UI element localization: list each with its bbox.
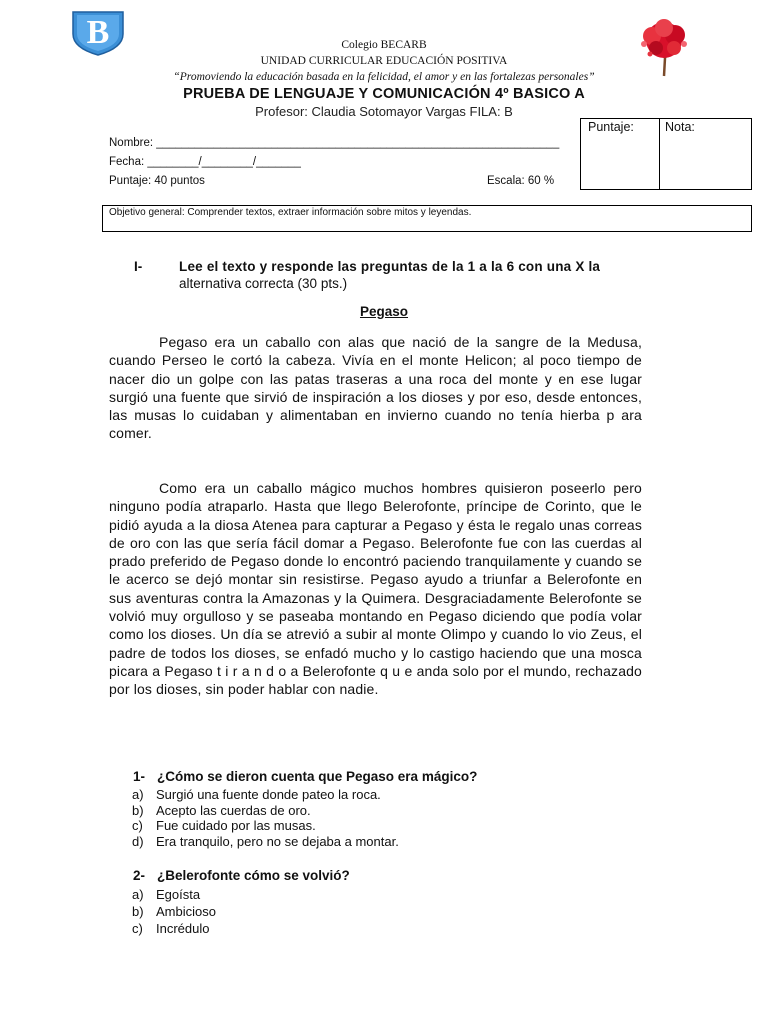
option-d[interactable]: d) Era tranquilo, pero no se dejaba a montar. (132, 833, 399, 849)
question-1-number: 1- (133, 769, 146, 784)
section-instruction: Lee el texto y responde las preguntas de la 1 a la 6 con una X la (179, 259, 601, 274)
grade-box-label: Nota: (665, 120, 695, 134)
section-instruction-cont: alternativa correcta (30 pts.) (179, 276, 348, 291)
score-box[interactable] (580, 118, 660, 190)
reading-paragraph-1 (109, 333, 642, 443)
date-field[interactable]: Fecha: ________/________/_______ (109, 156, 301, 168)
option-b[interactable]: b) Acepto las cuerdas de oro. (132, 802, 311, 818)
paragraph-text: Como era un caballo mágico muchos hombres quisieron poseerlo pero ninguno podía atraparlo. Hasta que llego Belerofonte, príncipe de Corinto, que le pidió ayuda a la diosa Atenea para capturar a Pegaso y ésta le regalo unas correas de oro con las que sería fácil domar a Pegaso. Belerofonte fue con las cuerdas al prado preferido de Pegaso donde lo encontró paciendo tranquilamente y cuando se le acerco se dejó montar sin resistirse. Pegaso ayudo a triunfar a Belerofonte en sus aventuras contra la Amazonas y la Quimera. Desgraciadamente Belerofonte se volvió muy orgulloso y se paseaba montando en Pegaso diciendo que podía volar como los dioses. Un día se atrevió a subir al monte Olimpo y cuando lo vio Zeus, el padre de todos los dioses, se enfadó mucho y lo castigo haciendo que una mosca picara a Pegaso t i r a n d o a Belerofonte q u e anda solo por el mundo, rechazado por los dioses, sin poder hablar con nadie. (109, 480, 642, 698)
objective-box (102, 205, 752, 232)
unit-name: UNIDAD CURRICULAR EDUCACIÓN POSITIVA (260, 55, 508, 67)
reading-title: Pegaso (359, 304, 409, 319)
score-box-label: Puntaje: (588, 120, 634, 134)
question-2-number: 2- (133, 868, 146, 883)
question-2-text: ¿Belerofonte cómo se volvió? (157, 868, 350, 883)
scale-label: Escala: 60 % (487, 175, 555, 187)
question-2-options (132, 886, 216, 937)
option-b[interactable]: b) Ambicioso (132, 904, 216, 919)
name-field[interactable]: Nombre: _______________________________________________________________ (109, 137, 560, 149)
objective-text: Objetivo general: Comprender textos, extraer información sobre mitos y leyendas. (109, 207, 472, 218)
question-1-options (132, 787, 399, 849)
option-a[interactable]: a) Surgió una fuente donde pateo la roca. (132, 787, 381, 802)
logo-letter: B (86, 14, 110, 51)
page-title: PRUEBA DE LENGUAJE Y COMUNICACIÓN 4º BASICO A (183, 86, 585, 102)
option-c[interactable]: c) Fue cuidado por las musas. (132, 818, 316, 833)
question-1-text: ¿Cómo se dieron cuenta que Pegaso era mágico? (157, 769, 478, 784)
option-c[interactable]: c) Incrédulo (132, 921, 210, 936)
paragraph-text: Pegaso era un caballo con alas que nació de la sangre de la Medusa, cuando Perseo le cortó la cabeza. Vivía en el monte Helicon; al poco tiempo de nacer dio un golpe con las patas traseras a una roca del monte y en ese lugar surgió una fuente que sirvió de inspiración a los dioses y por eso, desde entonces, las musas lo cuidaban y alimentaban en invierno cuando no tenía hierba p ara comer. (109, 334, 642, 442)
grade-box[interactable] (658, 118, 752, 190)
option-a[interactable]: a) Egoísta (132, 887, 201, 902)
reading-paragraph-2 (109, 479, 642, 699)
school-name: Colegio BECARB (341, 39, 427, 51)
teacher-line: Profesor: Claudia Sotomayor Vargas FILA: B (255, 104, 513, 119)
section-number: I- (134, 259, 143, 274)
motto: “Promoviendo la educación basada en la felicidad, el amor y en las fortalezas personales” (173, 71, 595, 83)
points-label: Puntaje: 40 puntos (109, 175, 205, 187)
